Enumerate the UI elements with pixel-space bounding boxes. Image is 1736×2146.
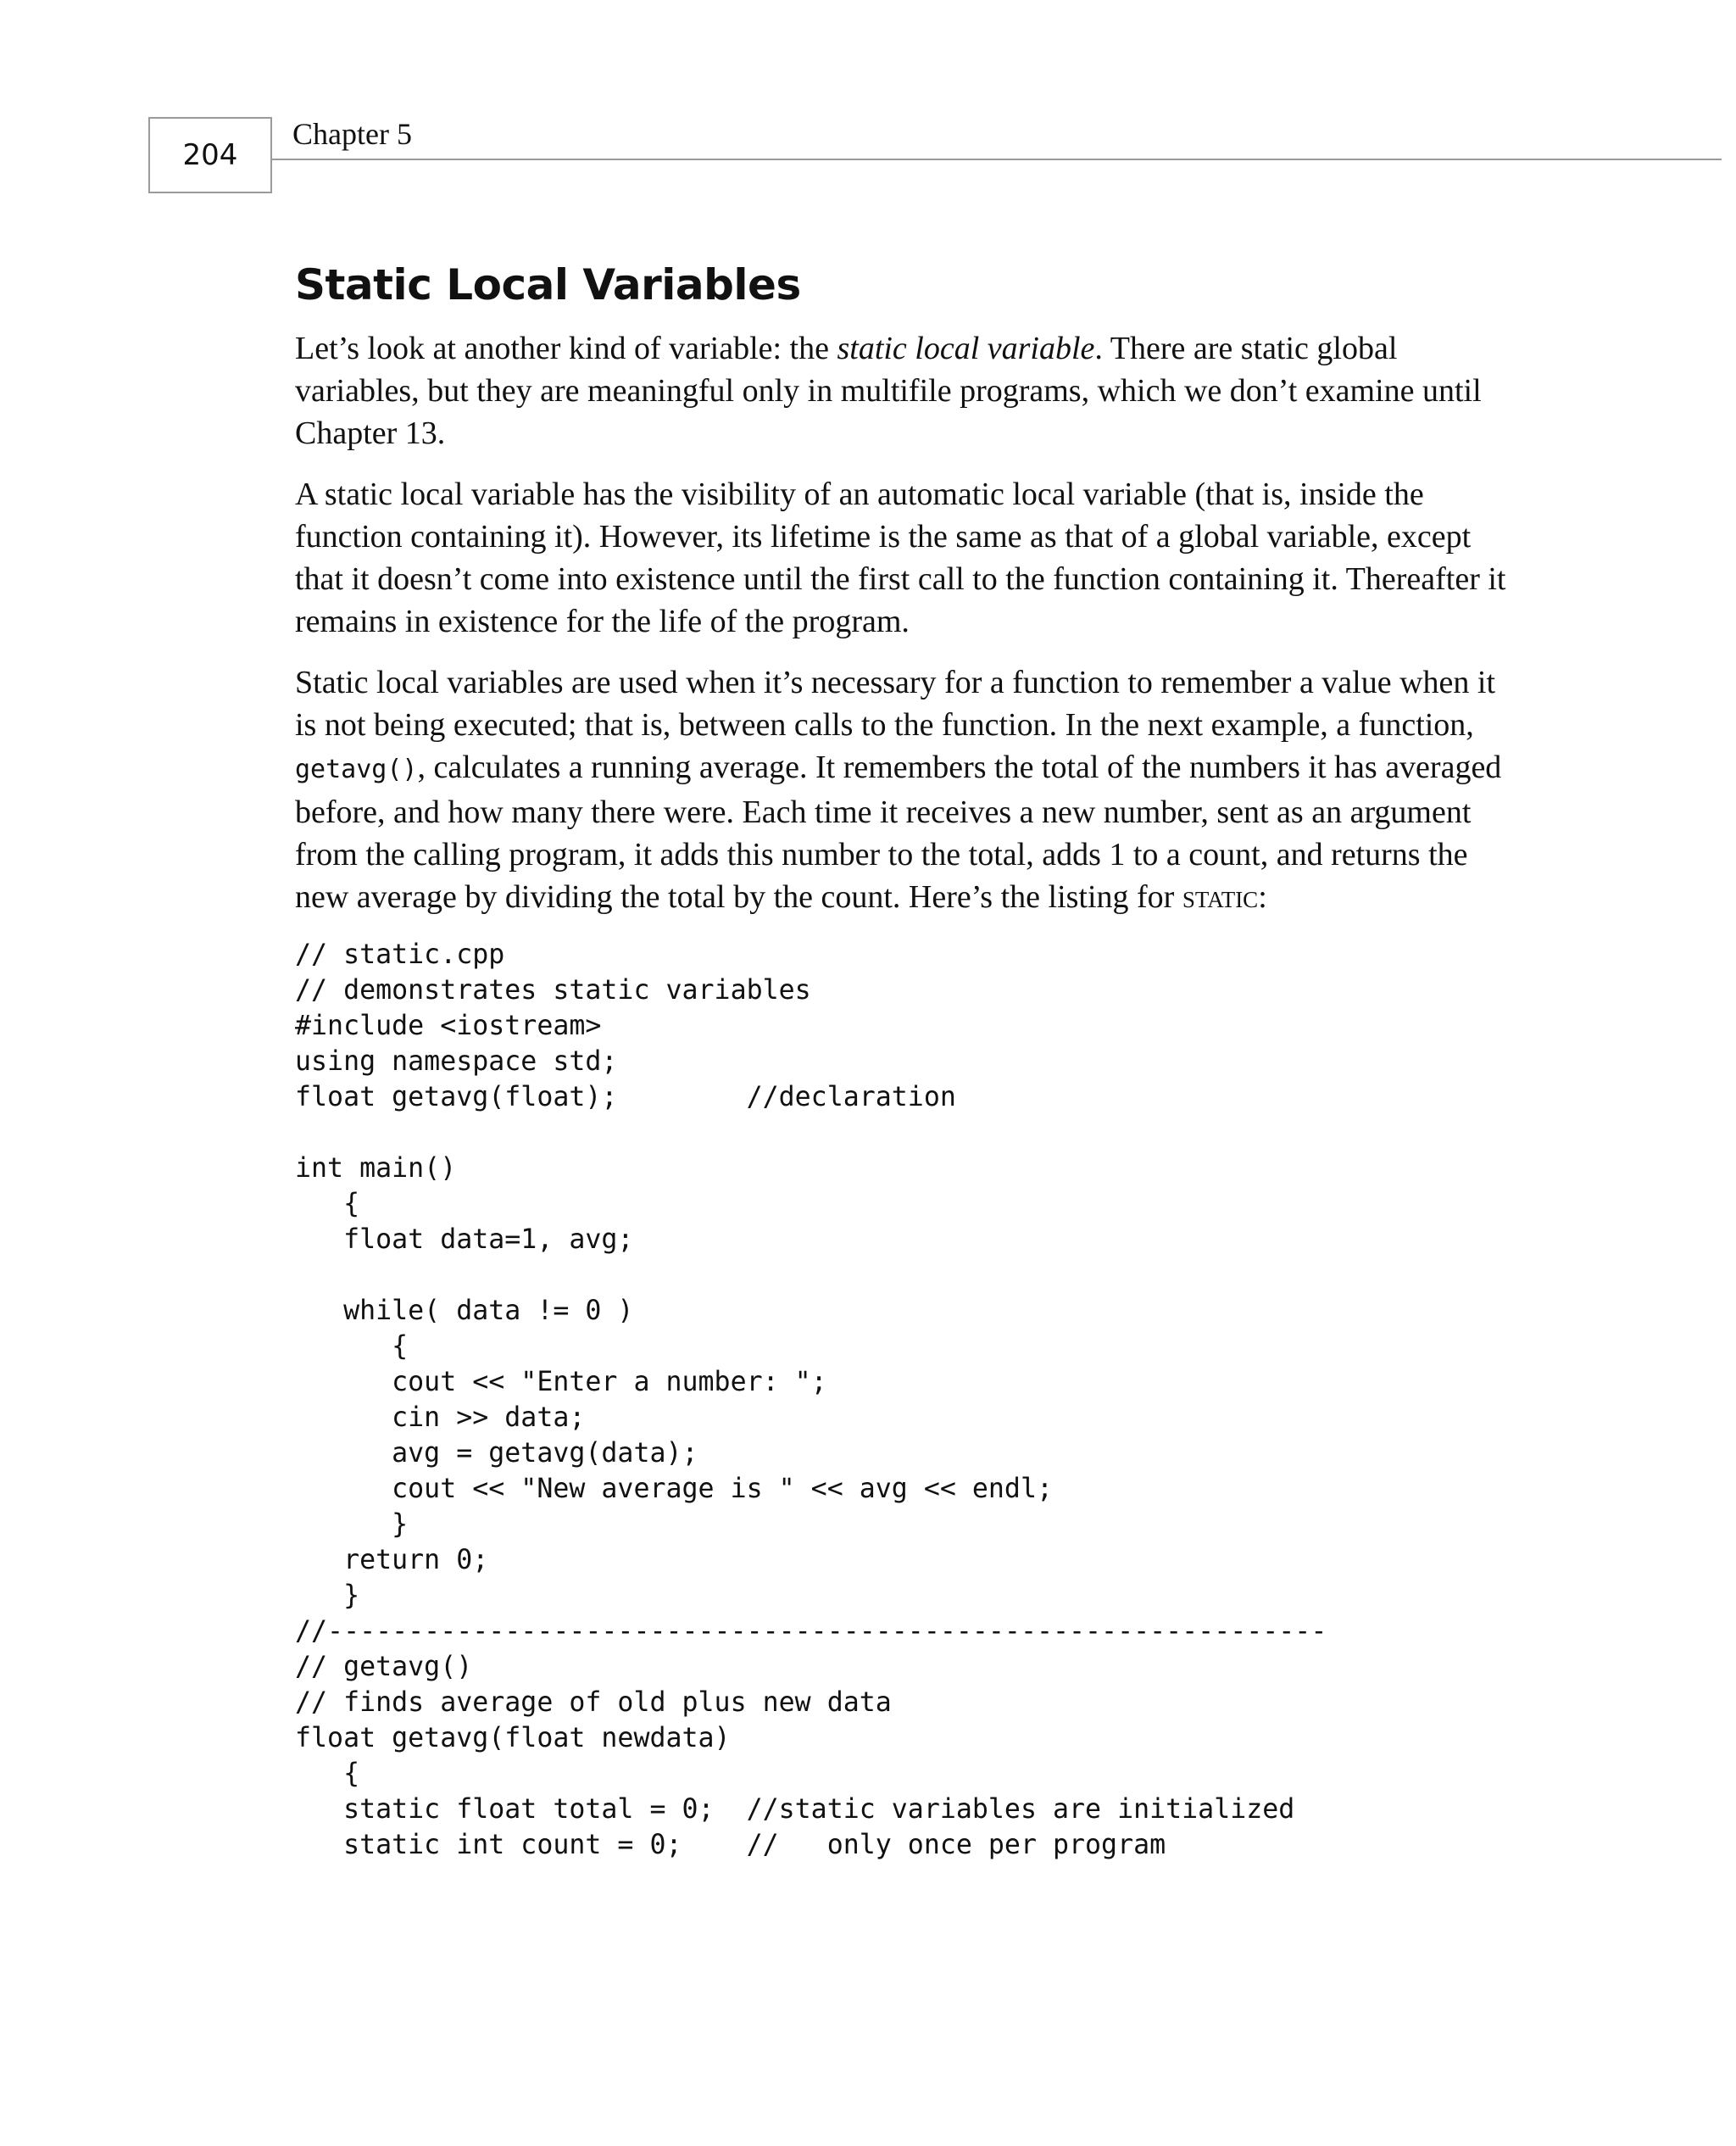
term-static-local-variable: static local variable: [837, 331, 1095, 366]
paragraph-usage-start: Static local variables are used when it’s necessary for a function to remember a value when it is not being executed; that is, between calls to the function. In the next example, a function,: [295, 665, 1496, 743]
page-number-text: 204: [182, 138, 238, 172]
paragraph-intro: [295, 327, 1524, 454]
paragraph-usage: [295, 661, 1524, 918]
section-title: Static Local Variables: [295, 260, 801, 309]
page-content: [295, 254, 1524, 1863]
code-listing: // static.cpp // demonstrates static variables #include <iostream> using namespace std; float getavg(float); //declaration int main() { float data=1, avg; while( data != 0 ) { cout << "Enter a number: "; cin >> data; avg = getavg(data); cout << "New average is " << avg << endl; } return 0; } //-------------------------------------------------------------- // getavg() // finds average of old plus new data float getavg(float newdata) { static float total = 0; //static variables are initialized static int count = 0; // only once per program: [295, 939, 1327, 1860]
paragraph-usage-end: :: [1258, 879, 1267, 915]
program-name: static: [1182, 879, 1259, 915]
header-rule: [272, 159, 1722, 160]
running-header-chapter: Chapter 5: [292, 117, 412, 151]
inline-code-getavg: getavg(): [295, 755, 418, 784]
paragraph-usage-middle: , calculates a running average. It remembers the total of the numbers it has averaged before, and how many there were. Each time it receives a new number, sent as an argument from the calling program, it adds this number to the total, adds 1 to a count, and returns the new average by dividing the total by the count. Here’s the listing for: [295, 750, 1502, 915]
page-number: [148, 117, 272, 193]
paragraph-intro-start: Let’s look at another kind of variable: the: [295, 331, 837, 366]
paragraph-intro-end: . There are static global variables, but they are meaningful only in multifile programs, which we don’t examine until Chapter 13.: [295, 331, 1482, 451]
paragraph-visibility: A static local variable has the visibility of an automatic local variable (that is, inside the function containing it). However, its lifetime is the same as that of a global variable, except that it doesn’t come into existence until the first call to the function containing it. Thereafter it remains in existence for the life of the program.: [295, 477, 1506, 639]
